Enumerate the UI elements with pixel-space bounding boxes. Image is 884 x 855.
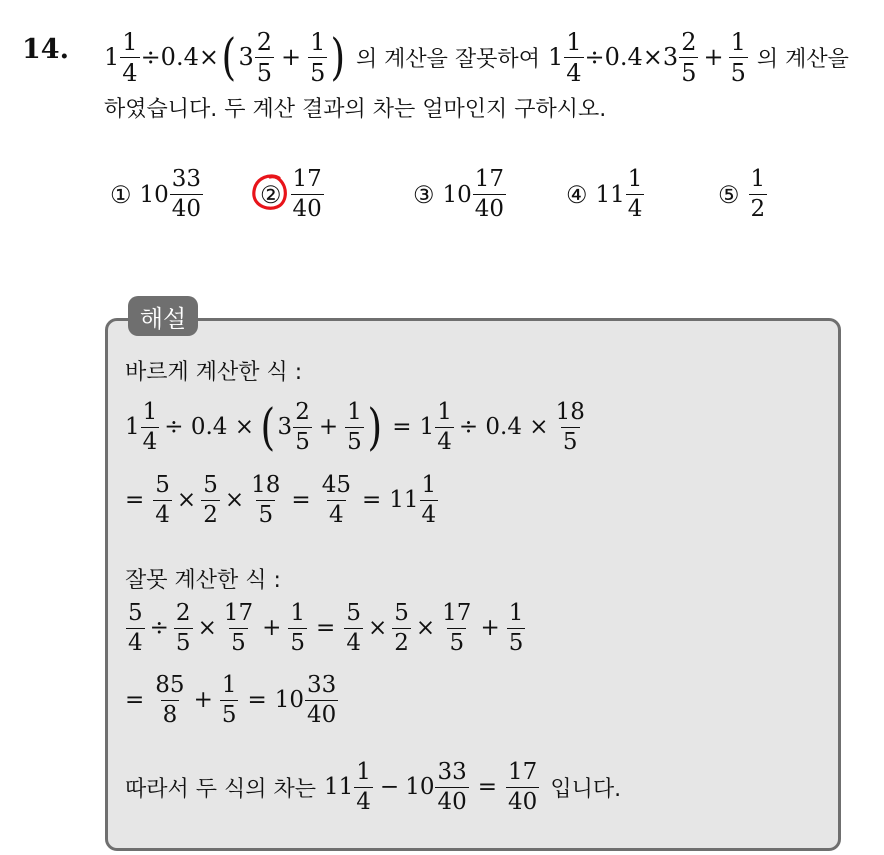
option-2[interactable]: ② $\frac{17}{40}$: [260, 166, 322, 222]
wrong-heading: 잘못 계산한 식 :: [125, 568, 281, 593]
option-4[interactable]: ④ 11 $\frac{1}{4}$: [566, 166, 643, 222]
whole-1b: 1: [547, 43, 564, 71]
option-5[interactable]: ⑤ $\frac{1}{2}$: [718, 166, 766, 222]
wrong-line-1: $\frac{5}{4}$ ÷ $\frac{2}{5}$ × $\frac{17}{5}$ + $\frac{1}{5}$ = $\frac{5}{4}$ × $\frac{5}{2}$ × $\frac{17}{5}$ + $\frac{1}{5}$: [128, 599, 524, 656]
fraction: $\frac{2}{5}$: [256, 27, 273, 87]
conclusion-line: 따라서 두 식의 차는 11 $\frac{1}{4}$ − 10 $\frac{33}{40}$ = $\frac{17}{40}$ 입니다.: [125, 758, 622, 815]
fraction: $\frac{1}{5}$: [310, 27, 326, 87]
right-paren: ): [330, 28, 346, 86]
plus: +: [281, 43, 302, 71]
option-1[interactable]: ① 10 $\frac{33}{40}$: [110, 166, 202, 222]
whole-1: 1: [104, 43, 120, 71]
selected-answer-circle: [249, 172, 291, 214]
solution-tag: 해설: [128, 296, 198, 336]
correct-line-1: 1 $\frac{1}{4}$ ÷ 0.4 × ( 3 $\frac{2}{5}$ + $\frac{1}{5}$ ) = 1 $\frac{1}{4}$ ÷ 0.4 × $\frac{18}{5}$: [125, 398, 585, 456]
question-text-mid: 의 계산을 잘못하여: [355, 46, 540, 72]
question-number: 14.: [22, 34, 69, 65]
wrong-line-2: = $\frac{85}{8}$ + $\frac{1}{5}$ = 10 $\frac{33}{40}$: [125, 671, 337, 728]
fraction: $\frac{1}{5}$: [730, 27, 746, 87]
operator-div-mult: ÷0.4×: [140, 43, 219, 71]
fraction: $\frac{1}{4}$: [566, 27, 582, 87]
whole-3b: 3: [662, 43, 679, 71]
whole-3: 3: [238, 43, 254, 71]
question-line-2: 하였습니다. 두 계산 결과의 차는 얼마인지 구하시오.: [104, 97, 607, 122]
correct-line-2: = $\frac{5}{4}$ × $\frac{5}{2}$ × $\frac{18}{5}$ = $\frac{45}{4}$ = 11 $\frac{1}{4}$: [125, 471, 437, 528]
fraction: $\frac{2}{5}$: [681, 27, 697, 87]
option-3[interactable]: ③ 10 $\frac{17}{40}$: [413, 166, 505, 222]
question-text-end: 의 계산을: [756, 46, 849, 72]
left-paren: (: [221, 28, 237, 86]
operator-div-mult: ÷0.4×: [584, 43, 663, 71]
plus: +: [703, 43, 724, 71]
question-line-1: [104, 19, 849, 95]
correct-heading: 바르게 계산한 식 :: [125, 360, 303, 385]
fraction: $\frac{1}{4}$: [122, 27, 138, 87]
